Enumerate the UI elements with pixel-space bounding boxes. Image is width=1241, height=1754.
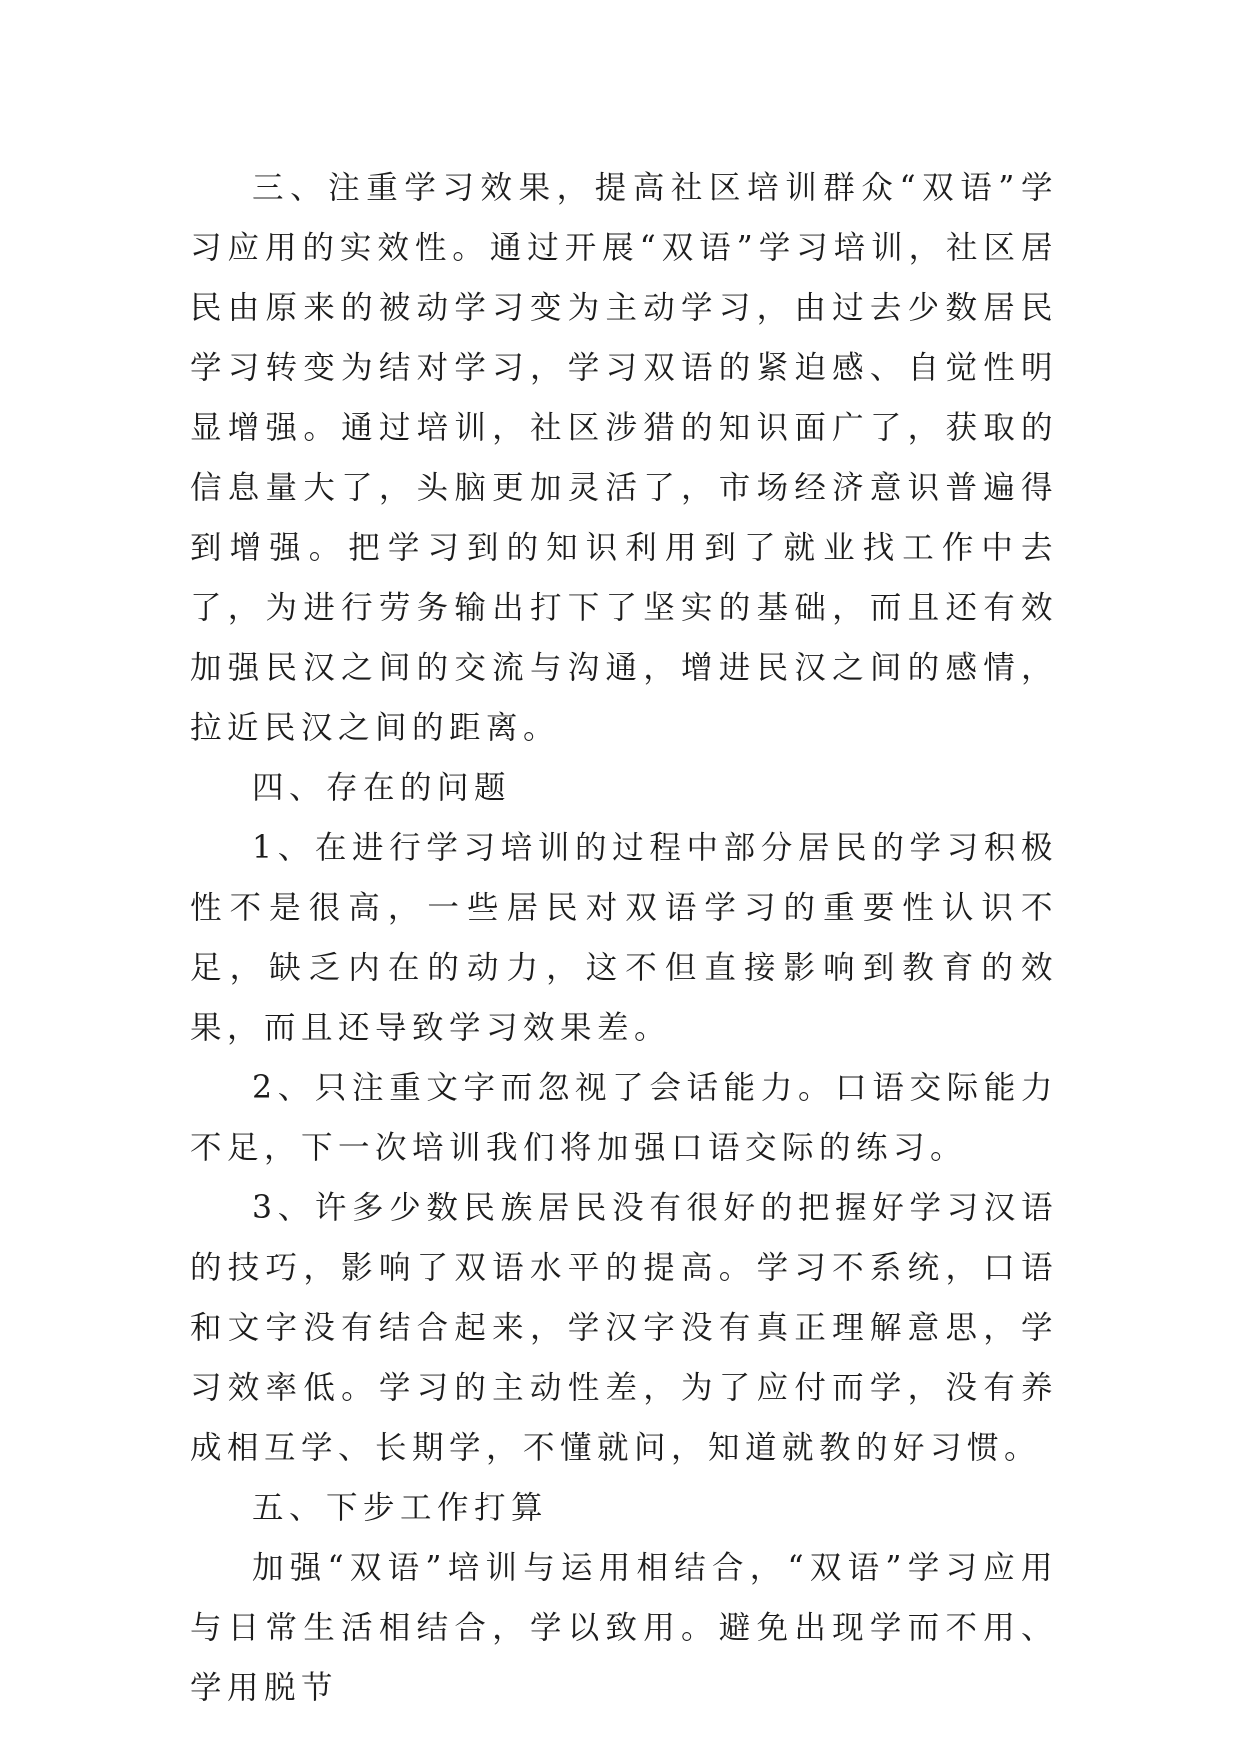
- heading-section-four: 四、存在的问题: [252, 770, 512, 806]
- paragraph-problem-1: 1、在进行学习培训的过程中部分居民的学习积极性不是很高，一些居民对双语学习的重要性认识不足，缺乏内在的动力，这不但直接影响到教育的效果，而且还导致学习效果差。: [190, 830, 1058, 1046]
- paragraph-problem-3: 3、许多少数民族居民没有很好的把握好学习汉语的技巧，影响了双语水平的提高。学习不系统，口语和文字没有结合起来，学汉字没有真正理解意思，学习效率低。学习的主动性差，为了应付而学，没有养成相互学、长期学，不懂就问，知道就教的好习惯。: [190, 1190, 1058, 1466]
- heading-section-five: 五、下步工作打算: [252, 1490, 549, 1526]
- paragraph-next-steps: 加强“双语”培训与运用相结合，“双语”学习应用与日常生活相结合，学以致用。避免出现学而不用、学用脱节: [190, 1550, 1058, 1706]
- document-body: [190, 158, 1058, 1718]
- paragraph-section-three: 三、注重学习效果，提高社区培训群众“双语”学习应用的实效性。通过开展“双语”学习培训，社区居民由原来的被动学习变为主动学习，由过去少数居民学习转变为结对学习，学习双语的紧迫感、自觉性明显增强。通过培训，社区涉猎的知识面广了，获取的信息量大了，头脑更加灵活了，市场经济意识普遍得到增强。把学习到的知识利用到了就业找工作中去了，为进行劳务输出打下了坚实的基础，而且还有效加强民汉之间的交流与沟通，增进民汉之间的感情，拉近民汉之间的距离。: [190, 170, 1058, 746]
- paragraph-problem-2: 2、只注重文字而忽视了会话能力。口语交际能力不足，下一次培训我们将加强口语交际的练习。: [190, 1070, 1058, 1166]
